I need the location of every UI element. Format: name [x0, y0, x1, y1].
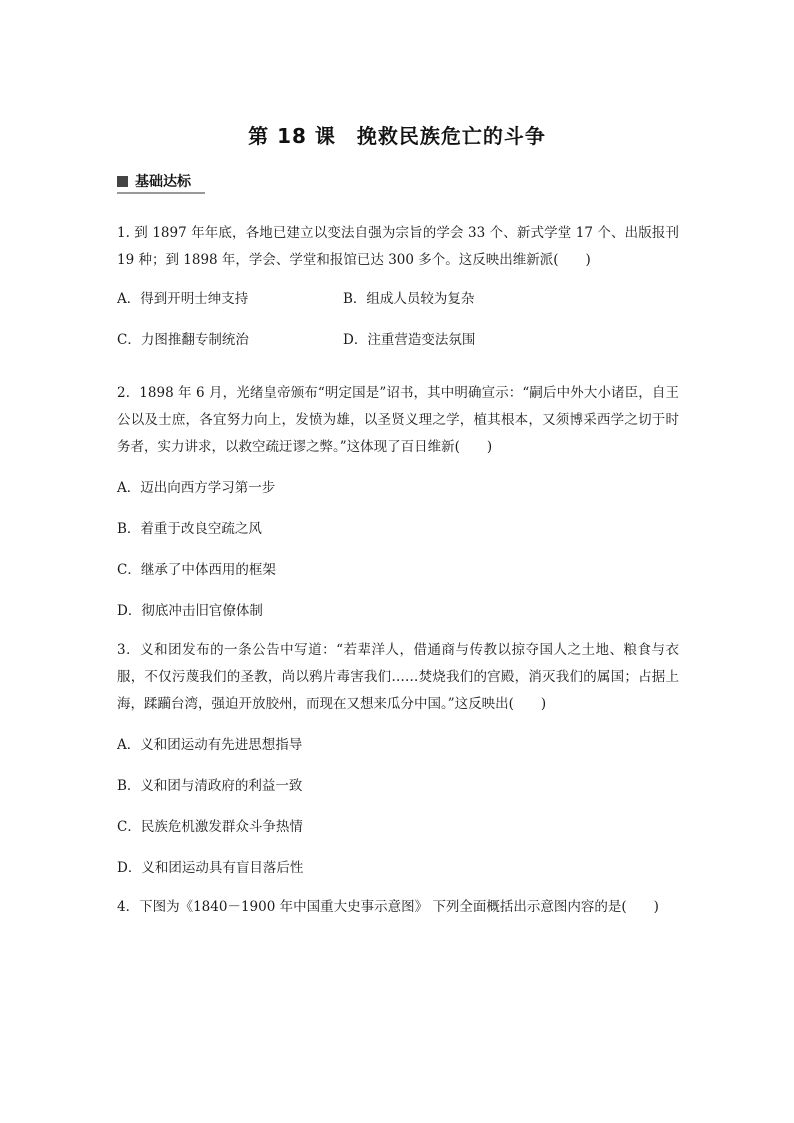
option-a[interactable]: A．得到开明士绅支持 — [117, 291, 249, 307]
options — [117, 732, 679, 882]
section-heading — [117, 170, 191, 192]
option-d[interactable]: D．彻底冲击旧官僚体制 — [117, 603, 263, 619]
option-a[interactable]: A．义和团运动有先进思想指导 — [117, 737, 303, 753]
option-a[interactable]: A．迈出向西方学习第一步 — [117, 480, 276, 496]
option-d[interactable]: D．义和团运动具有盲目落后性 — [117, 860, 304, 876]
square-bullet-icon — [117, 176, 128, 187]
option-b[interactable]: B．义和团与清政府的利益一致 — [117, 778, 303, 794]
page-title: 第 18 课 挽救民族危亡的斗争 — [248, 124, 546, 148]
section-heading-label: 基础达标 — [135, 174, 191, 190]
question-1 — [117, 220, 679, 368]
question-4 — [117, 894, 679, 921]
options — [117, 286, 679, 368]
option-d[interactable]: D．注重营造变法氛围 — [343, 332, 476, 348]
section-underline — [117, 192, 205, 194]
option-c[interactable]: C．继承了中体西用的框架 — [117, 562, 276, 578]
question-3 — [117, 637, 679, 882]
question-stem: 4．下图为《1840－1900 年中国重大史事示意图》 下列全面概括出示意图内容的是( ) — [117, 899, 659, 915]
options — [117, 475, 679, 625]
option-c[interactable]: C．力图推翻专制统治 — [117, 332, 249, 348]
question-2 — [117, 380, 679, 625]
question-stem: 1. 到 1897 年年底，各地已建立以变法自强为宗旨的学会 33 个、新式学堂 17 个、出版报刊 19 种；到 1898 年，学会、学堂和报馆已达 300 多个。这反映出维新派( ) — [117, 225, 679, 268]
question-list — [117, 220, 679, 933]
question-stem: 3．义和团发布的一条公告中写道：“若辈洋人，借通商与传教以掠夺国人之土地、粮食与衣服，不仅污蔑我们的圣教，尚以鸦片毒害我们……焚烧我们的宫殿，消灭我们的属国；占据上海，蹂躏台湾，强迫开放胶州，而现在又想来瓜分中国。”这反映出( ) — [117, 642, 679, 712]
question-stem: 2．1898 年 6 月，光绪皇帝颁布“明定国是”诏书，其中明确宣示：“嗣后中外大小诸臣，自王公以及士庶，各宜努力向上，发愤为雄，以圣贤义理之学，植其根本，又须博采西学之切于时务者，实力讲求，以救空疏迂谬之弊。”这体现了百日维新( ) — [117, 385, 679, 455]
option-b[interactable]: B．组成人员较为复杂 — [343, 291, 475, 307]
option-b[interactable]: B．着重于改良空疏之风 — [117, 521, 262, 537]
option-c[interactable]: C．民族危机激发群众斗争热情 — [117, 819, 303, 835]
